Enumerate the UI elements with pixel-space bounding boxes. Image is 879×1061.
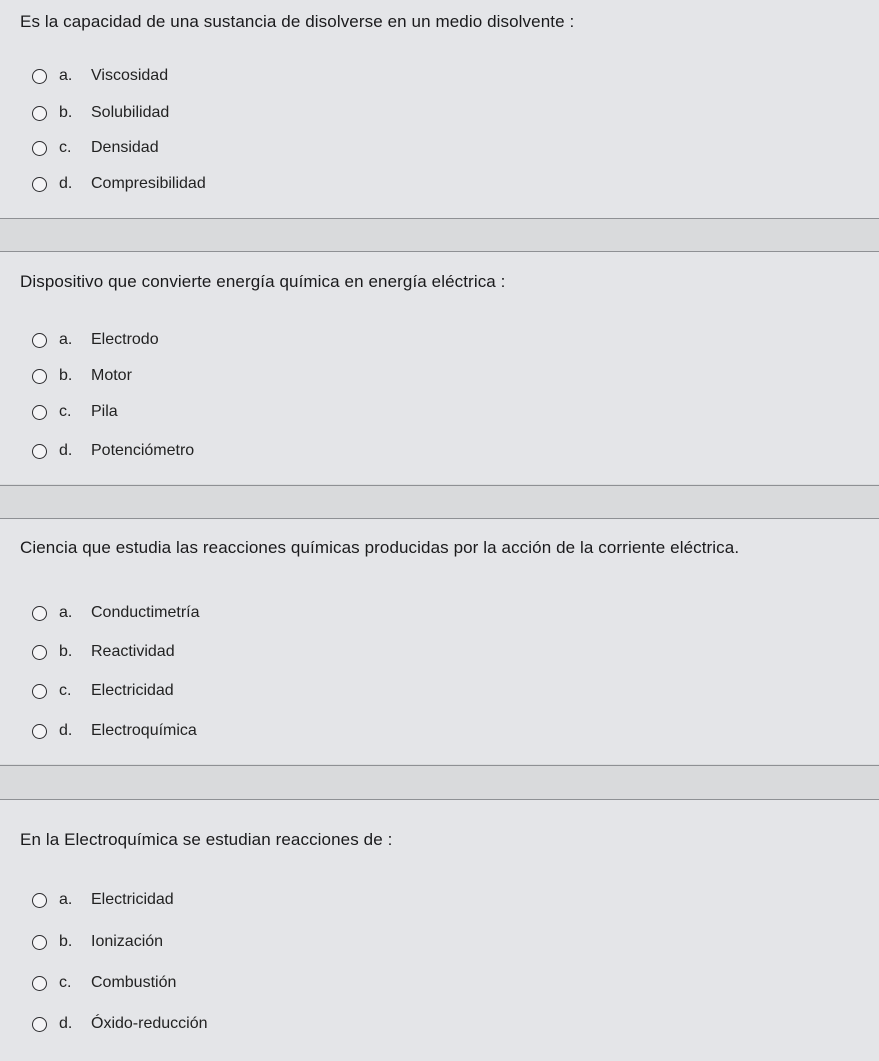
option-label: Motor bbox=[91, 367, 132, 384]
option-letter: d. bbox=[59, 1015, 73, 1032]
option-d[interactable] bbox=[32, 172, 206, 196]
question-block-2 bbox=[0, 252, 879, 484]
option-c[interactable] bbox=[32, 136, 159, 160]
option-letter: b. bbox=[59, 367, 73, 384]
option-d[interactable] bbox=[32, 719, 197, 743]
radio-button[interactable] bbox=[32, 444, 47, 459]
option-letter: d. bbox=[59, 722, 73, 739]
radio-button[interactable] bbox=[32, 177, 47, 192]
option-label: Combustión bbox=[91, 974, 177, 991]
radio-button[interactable] bbox=[32, 893, 47, 908]
radio-button[interactable] bbox=[32, 684, 47, 699]
radio-button[interactable] bbox=[32, 106, 47, 121]
option-b[interactable] bbox=[32, 101, 169, 125]
option-label: Densidad bbox=[91, 139, 159, 156]
radio-button[interactable] bbox=[32, 935, 47, 950]
divider bbox=[0, 765, 879, 766]
option-label: Viscosidad bbox=[91, 67, 169, 84]
option-a[interactable] bbox=[32, 64, 168, 88]
option-label: Electricidad bbox=[91, 682, 174, 699]
option-label: Potenciómetro bbox=[91, 442, 195, 459]
option-letter: a. bbox=[59, 604, 73, 621]
option-b[interactable] bbox=[32, 364, 132, 388]
option-d[interactable] bbox=[32, 439, 194, 463]
option-letter: b. bbox=[59, 104, 73, 121]
option-label: Ionización bbox=[91, 933, 164, 950]
radio-button[interactable] bbox=[32, 405, 47, 420]
option-letter: a. bbox=[59, 891, 73, 908]
question-text: Ciencia que estudia las reacciones químicas producidas por la acción de la corriente eléctrica. bbox=[20, 538, 740, 557]
option-label: Compresibilidad bbox=[91, 175, 206, 192]
option-label: Óxido-reducción bbox=[91, 1015, 208, 1032]
option-c[interactable] bbox=[32, 400, 118, 424]
option-letter: c. bbox=[59, 682, 72, 699]
option-b[interactable] bbox=[32, 640, 175, 664]
radio-button[interactable] bbox=[32, 1017, 47, 1032]
question-block-3 bbox=[0, 519, 879, 764]
option-a[interactable] bbox=[32, 601, 200, 625]
question-block-4 bbox=[0, 800, 879, 1061]
option-label: Conductimetría bbox=[91, 604, 200, 621]
option-letter: b. bbox=[59, 933, 73, 950]
radio-button[interactable] bbox=[32, 69, 47, 84]
option-letter: b. bbox=[59, 643, 73, 660]
option-letter: c. bbox=[59, 139, 72, 156]
option-d[interactable] bbox=[32, 1012, 208, 1036]
radio-button[interactable] bbox=[32, 369, 47, 384]
option-a[interactable] bbox=[32, 328, 159, 352]
option-a[interactable] bbox=[32, 888, 174, 912]
divider bbox=[0, 218, 879, 219]
question-text: Es la capacidad de una sustancia de disolverse en un medio disolvente : bbox=[20, 12, 575, 31]
option-letter: d. bbox=[59, 175, 73, 192]
divider bbox=[0, 485, 879, 486]
option-label: Reactividad bbox=[91, 643, 175, 660]
question-text: En la Electroquímica se estudian reacciones de : bbox=[20, 830, 393, 849]
option-c[interactable] bbox=[32, 971, 176, 995]
option-label: Electrodo bbox=[91, 331, 159, 348]
question-block-1 bbox=[0, 0, 879, 218]
radio-button[interactable] bbox=[32, 724, 47, 739]
radio-button[interactable] bbox=[32, 141, 47, 156]
radio-button[interactable] bbox=[32, 976, 47, 991]
option-label: Pila bbox=[91, 403, 118, 420]
option-label: Electricidad bbox=[91, 891, 174, 908]
option-c[interactable] bbox=[32, 679, 174, 703]
option-letter: a. bbox=[59, 331, 73, 348]
radio-button[interactable] bbox=[32, 645, 47, 660]
option-letter: a. bbox=[59, 67, 73, 84]
option-label: Solubilidad bbox=[91, 104, 170, 121]
question-text: Dispositivo que convierte energía química en energía eléctrica : bbox=[20, 272, 506, 291]
option-b[interactable] bbox=[32, 930, 163, 954]
option-letter: c. bbox=[59, 403, 72, 420]
option-letter: d. bbox=[59, 442, 73, 459]
radio-button[interactable] bbox=[32, 333, 47, 348]
radio-button[interactable] bbox=[32, 606, 47, 621]
option-label: Electroquímica bbox=[91, 722, 197, 739]
option-letter: c. bbox=[59, 974, 72, 991]
